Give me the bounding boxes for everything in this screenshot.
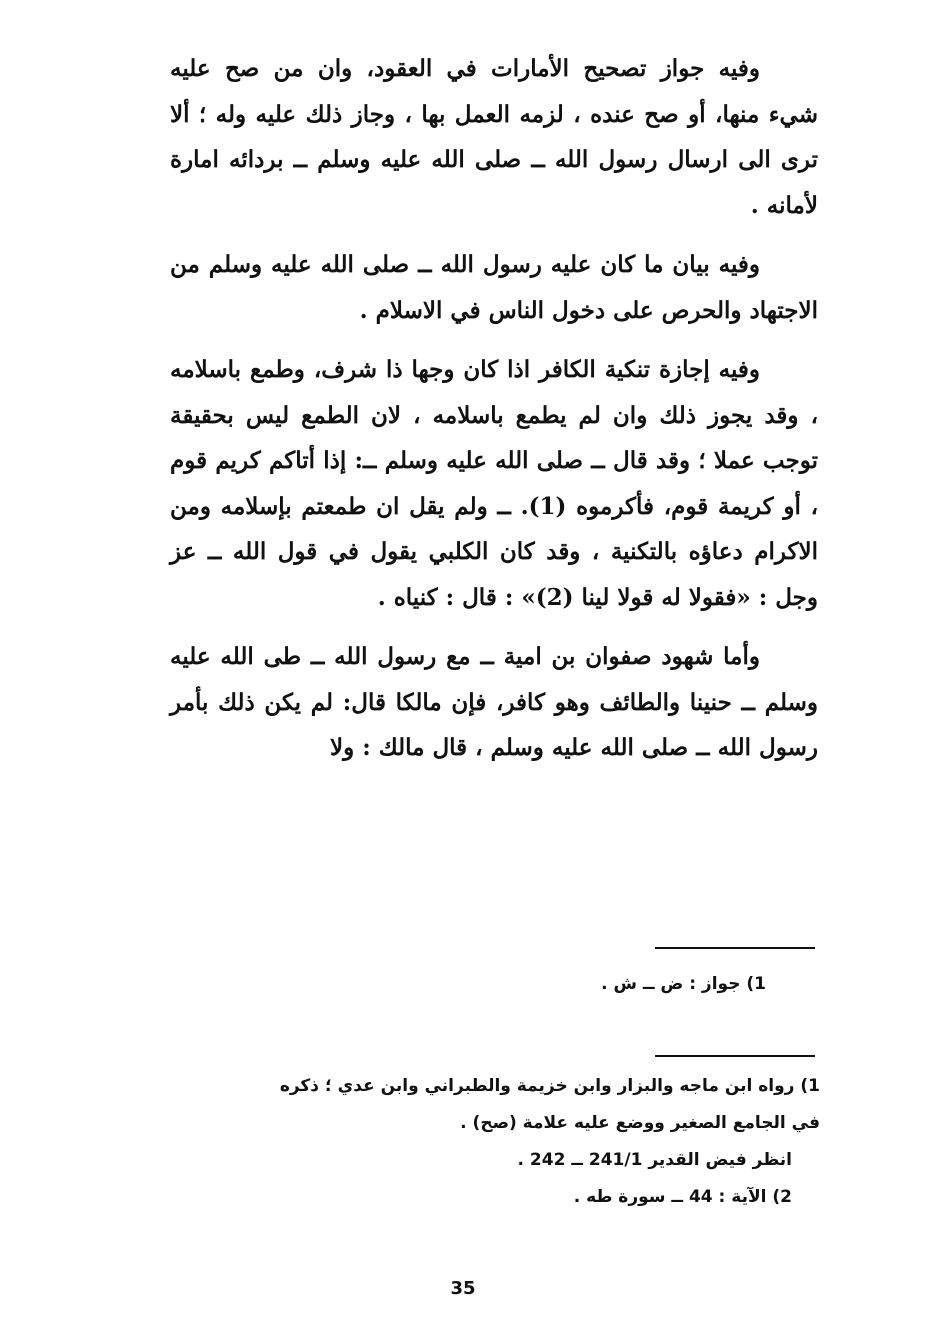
footnote-divider-1 xyxy=(655,947,815,949)
paragraph-3: وفيه إجازة تنكية الكافر اذا كان وجها ذا شرف، وطمع باسلامه ، وقد يجوز ذلك وان لم يطمع باسلامه ، لان الطمع ليس بحقيقة توجب عملا ؛ وقد قال ــ صلى الله عليه وسلم ــ: إذا أتاكم كريم قوم ، أو كريمة قوم، فأكرموه (1). ــ ولم يقل ان طمعتم بإسلامه ومن الاكرام دعاؤه بالتكنية ، وقد كان الكلبي يقول في قول الله ــ عز وجل : «فقولا له قولا لينا (2)» : قال : كنياه . xyxy=(170,356,818,611)
main-text xyxy=(170,46,818,785)
footnote-reference-1-source: انظر فيض القدير 241/1 ــ 242 . xyxy=(517,1150,792,1170)
footnote-divider-2 xyxy=(655,1055,815,1057)
footnotes-references xyxy=(170,1068,820,1216)
footnote-editorial-1: 1) جواز : ض ــ ش . xyxy=(601,974,766,994)
paragraph-1: وفيه جواز تصحيح الأمارات في العقود، وان من صح عليه شيء منها، أو صح عنده ، لزمه العمل بها ، وجاز ذلك عليه وله ؛ ألا ترى الى ارسال رسول الله ــ صلى الله عليه وسلم ــ بردائه امارة لأمانه . xyxy=(170,55,818,219)
footnote-reference-1: 1) رواه ابن ماجه والبزار وابن خزيمة والطبراني وابن عدي ؛ ذكره xyxy=(279,1076,820,1096)
paragraph-2: وفيه بيان ما كان عليه رسول الله ــ صلى الله عليه وسلم من الاجتهاد والحرص على دخول الناس في الاسلام . xyxy=(170,251,818,324)
paragraph-4: وأما شهود صفوان بن امية ــ مع رسول الله ــ طى الله عليه وسلم ــ حنينا والطائف وهو كافر، فإن مالكا قال: لم يكن ذلك بأمر رسول الله ــ صلى الله عليه وسلم ، قال مالك : ولا xyxy=(170,643,818,761)
page-number: 35 xyxy=(450,1278,476,1299)
footnote-reference-1-continued: في الجامع الصغير ووضع عليه علامة (صح) . xyxy=(460,1113,820,1133)
footnote-reference-2: 2) الآية : 44 ــ سورة طه . xyxy=(573,1187,792,1207)
footnotes-editorial xyxy=(346,966,766,1003)
